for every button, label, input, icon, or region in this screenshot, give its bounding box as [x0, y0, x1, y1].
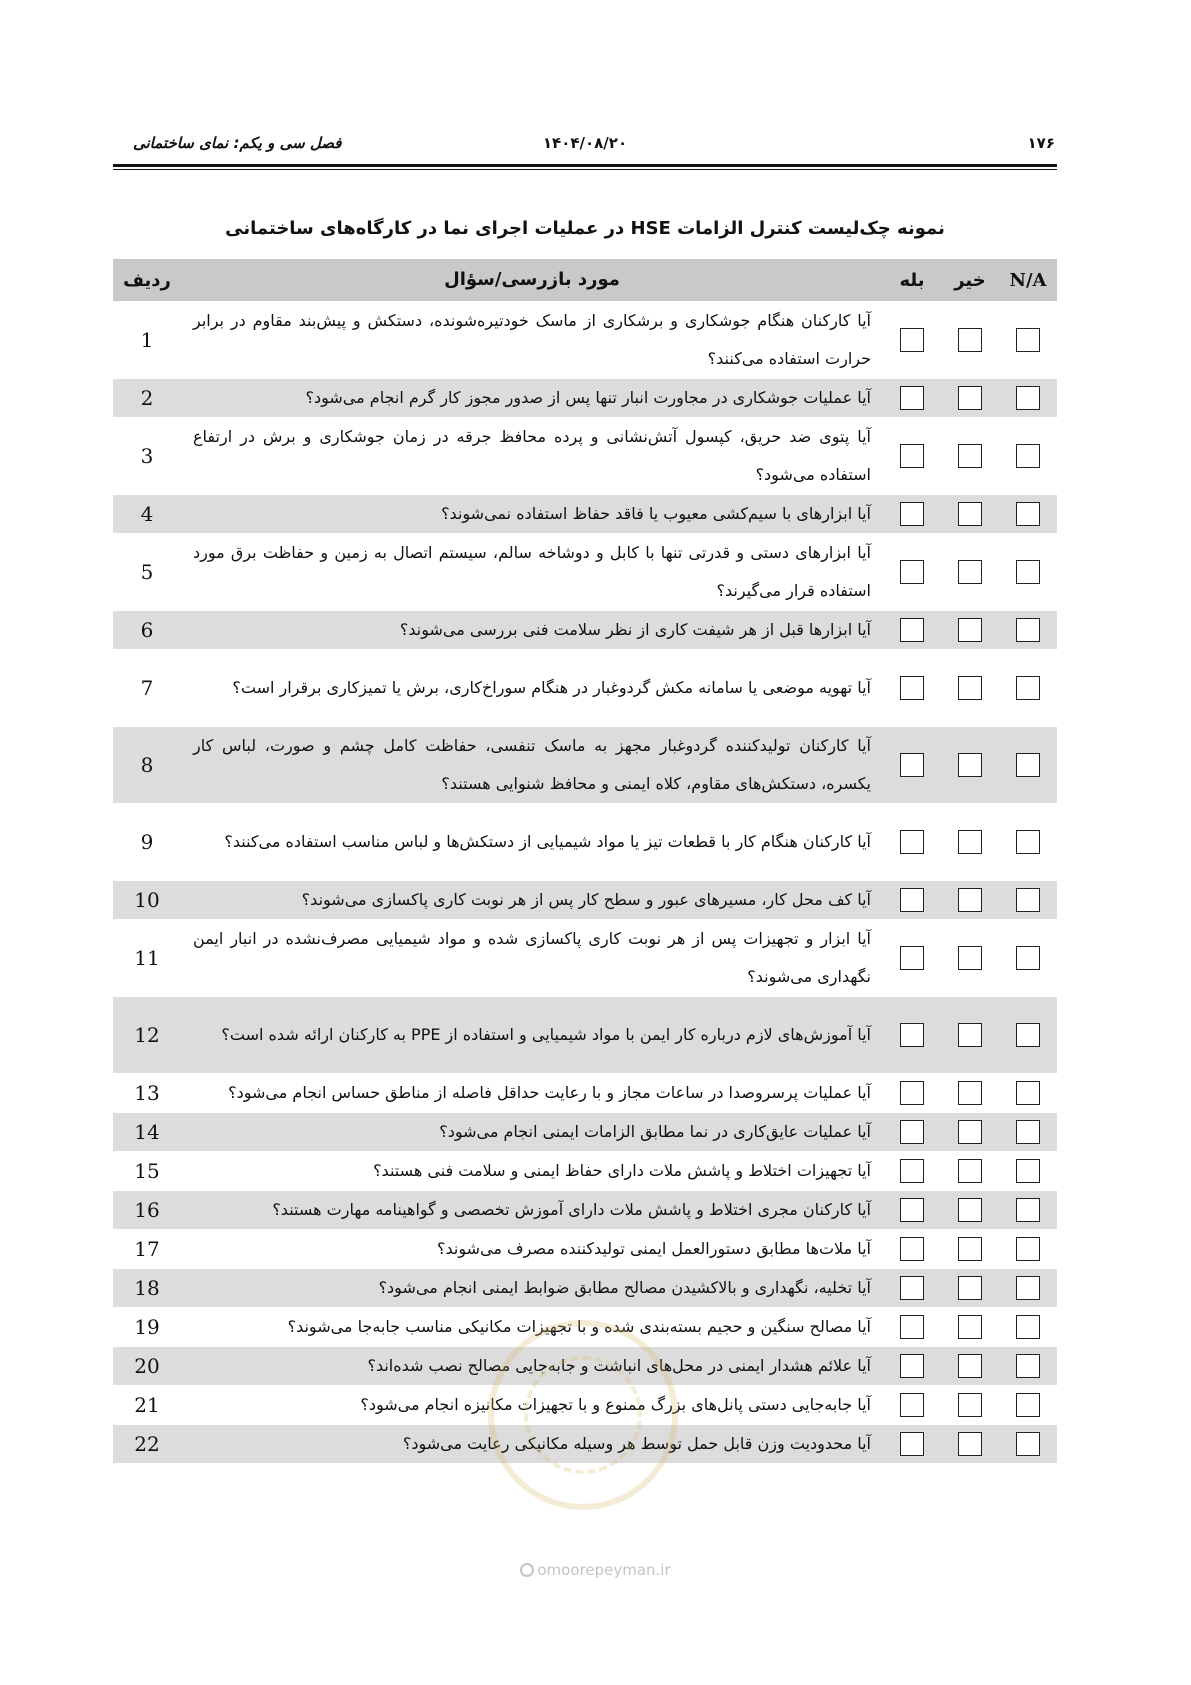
- question-text: آیا کف محل کار، مسیرهای عبور و سطح کار پس از هر نوبت کاری پاکسازی می‌شوند؟: [301, 890, 871, 909]
- checkbox-no[interactable]: [958, 1276, 982, 1300]
- checkbox-yes[interactable]: [900, 444, 924, 468]
- checkbox-na[interactable]: [1016, 1159, 1040, 1183]
- page-number: ۱۷۶: [1027, 134, 1055, 152]
- cell-no: [941, 1230, 999, 1268]
- checkbox-na[interactable]: [1016, 1023, 1040, 1047]
- cell-na: [999, 1308, 1057, 1346]
- checkbox-yes[interactable]: [900, 1159, 924, 1183]
- table-row: [113, 1307, 1057, 1346]
- checkbox-yes[interactable]: [900, 1315, 924, 1339]
- cell-yes: [883, 1347, 941, 1385]
- row-number: 13: [134, 1081, 160, 1105]
- table-row: [113, 919, 1057, 996]
- question-text: آیا محدودیت وزن قابل حمل توسط هر وسیله مکانیکی رعایت می‌شود؟: [402, 1434, 871, 1453]
- checkbox-no[interactable]: [958, 328, 982, 352]
- checkbox-no[interactable]: [958, 1023, 982, 1047]
- checkbox-no[interactable]: [958, 386, 982, 410]
- checkbox-no[interactable]: [958, 1159, 982, 1183]
- cell-yes: [883, 379, 941, 417]
- cell-yes: [883, 1308, 941, 1346]
- question-text: آیا عملیات جوشکاری در مجاورت انبار تنها پس از صدور مجوز کار گرم انجام می‌شود؟: [305, 388, 871, 407]
- table-row: [113, 1073, 1057, 1112]
- header-rule-thick: [113, 164, 1057, 167]
- cell-na: [999, 611, 1057, 649]
- cell-yes: [883, 1386, 941, 1424]
- checkbox-yes[interactable]: [900, 618, 924, 642]
- table-row: [113, 803, 1057, 880]
- cell-yes: [883, 650, 941, 726]
- question-text: آیا جابه‌جایی دستی پانل‌های بزرگ ممنوع و با تجهیزات مکانیزه انجام می‌شود؟: [360, 1395, 871, 1414]
- cell-no: [941, 1269, 999, 1307]
- table-row: [113, 1112, 1057, 1151]
- checkbox-na[interactable]: [1016, 1081, 1040, 1105]
- column-header-row: ردیف: [123, 269, 171, 291]
- question-text: آیا پتوی ضد حریق، کپسول آتش‌نشانی و پرده محافظ جرقه در زمان جوشکاری و برش در ارتفاع استفاده می‌شود؟: [193, 427, 871, 484]
- header-date: ۱۴۰۴/۰۸/۲۰: [542, 134, 628, 152]
- cell-na: [999, 1191, 1057, 1229]
- checkbox-no[interactable]: [958, 560, 982, 584]
- checkbox-na[interactable]: [1016, 560, 1040, 584]
- checkbox-no[interactable]: [958, 753, 982, 777]
- table-row: [113, 1151, 1057, 1190]
- question-text: آیا آموزش‌های لازم درباره کار ایمن با مواد شیمیایی و استفاده از PPE به کارکنان ارائه شده است؟: [221, 1025, 871, 1044]
- checkbox-no[interactable]: [958, 946, 982, 970]
- cell-na: [999, 727, 1057, 803]
- question-text: آیا ابزارهای دستی و قدرتی تنها با کابل و دوشاخه سالم، سیستم اتصال به زمین و حفاظت برق مورد استفاده قرار می‌گیرند؟: [193, 543, 871, 600]
- checkbox-na[interactable]: [1016, 830, 1040, 854]
- cell-na: [999, 920, 1057, 996]
- column-header-na: N/A: [1009, 269, 1047, 291]
- row-number: 16: [134, 1198, 160, 1222]
- table-row: [113, 610, 1057, 649]
- checkbox-na[interactable]: [1016, 888, 1040, 912]
- checklist-table: [113, 258, 1057, 1463]
- checkbox-no[interactable]: [958, 502, 982, 526]
- checklist-title: نمونه چک‌لیست کنترل الزامات HSE در عملیات اجرای نما در کارگاه‌های ساختمانی: [225, 218, 945, 239]
- checkbox-yes[interactable]: [900, 1023, 924, 1047]
- checkbox-yes[interactable]: [900, 830, 924, 854]
- table-row: [113, 378, 1057, 417]
- row-number: 1: [140, 328, 154, 352]
- checkbox-yes[interactable]: [900, 1432, 924, 1456]
- checkbox-yes[interactable]: [900, 1081, 924, 1105]
- cell-yes: [883, 302, 941, 378]
- checkbox-yes[interactable]: [900, 753, 924, 777]
- column-header-question: مورد بازرسی/سؤال: [444, 269, 620, 290]
- cell-na: [999, 302, 1057, 378]
- checkbox-yes[interactable]: [900, 1120, 924, 1144]
- table-row: [113, 1424, 1057, 1463]
- row-number: 5: [140, 560, 154, 584]
- question-text: آیا کارکنان هنگام جوشکاری و برشکاری از ماسک خودتیره‌شونده، دستکش و پیش‌بند مقاوم در برابر حرارت استفاده می‌کنند؟: [193, 311, 871, 368]
- cell-na: [999, 418, 1057, 494]
- table-row: [113, 880, 1057, 919]
- checkbox-na[interactable]: [1016, 676, 1040, 700]
- cell-yes: [883, 1152, 941, 1190]
- cell-na: [999, 1230, 1057, 1268]
- table-row: [113, 533, 1057, 610]
- question-text: آیا کارکنان هنگام کار با قطعات تیز یا مواد شیمیایی از دستکش‌ها و لباس مناسب استفاده می‌کنند؟: [224, 832, 871, 851]
- checkbox-na[interactable]: [1016, 1315, 1040, 1339]
- cell-yes: [883, 881, 941, 919]
- checkbox-no[interactable]: [958, 1354, 982, 1378]
- cell-no: [941, 1308, 999, 1346]
- at-sign-icon: [520, 1563, 534, 1577]
- checkbox-yes[interactable]: [900, 560, 924, 584]
- question-text: آیا ابزارهای با سیم‌کشی معیوب یا فاقد حفاظ استفاده نمی‌شوند؟: [441, 504, 871, 523]
- checkbox-yes[interactable]: [900, 676, 924, 700]
- cell-no: [941, 1425, 999, 1463]
- checkbox-na[interactable]: [1016, 1198, 1040, 1222]
- checkbox-yes[interactable]: [900, 386, 924, 410]
- cell-no: [941, 920, 999, 996]
- cell-no: [941, 1074, 999, 1112]
- cell-yes: [883, 1425, 941, 1463]
- cell-yes: [883, 495, 941, 533]
- cell-no: [941, 1113, 999, 1151]
- checkbox-yes[interactable]: [900, 328, 924, 352]
- cell-yes: [883, 920, 941, 996]
- table-row: [113, 726, 1057, 803]
- checkbox-no[interactable]: [958, 618, 982, 642]
- cell-na: [999, 379, 1057, 417]
- table-row: [113, 1268, 1057, 1307]
- cell-na: [999, 1113, 1057, 1151]
- cell-na: [999, 1425, 1057, 1463]
- checkbox-no[interactable]: [958, 1237, 982, 1261]
- table-row: [113, 301, 1057, 378]
- checkbox-na[interactable]: [1016, 1276, 1040, 1300]
- question-text: آیا کارکنان مجری اختلاط و پاشش ملات دارای آموزش تخصصی و گواهینامه مهارت هستند؟: [272, 1200, 871, 1219]
- cell-no: [941, 997, 999, 1073]
- cell-no: [941, 302, 999, 378]
- cell-no: [941, 1347, 999, 1385]
- table-row: [113, 417, 1057, 494]
- row-number: 2: [140, 386, 154, 410]
- cell-na: [999, 1386, 1057, 1424]
- checkbox-no[interactable]: [958, 676, 982, 700]
- table-row: [113, 494, 1057, 533]
- cell-no: [941, 611, 999, 649]
- checkbox-no[interactable]: [958, 1198, 982, 1222]
- cell-na: [999, 997, 1057, 1073]
- cell-no: [941, 1386, 999, 1424]
- question-text: آیا مصالح سنگین و حجیم بسته‌بندی شده و با تجهیزات مکانیکی مناسب جابه‌جا می‌شوند؟: [287, 1317, 871, 1336]
- row-number: 4: [140, 502, 154, 526]
- row-number: 21: [134, 1393, 160, 1417]
- checkbox-na[interactable]: [1016, 386, 1040, 410]
- question-text: آیا تجهیزات اختلاط و پاشش ملات دارای حفاظ ایمنی و سلامت فنی هستند؟: [373, 1161, 871, 1180]
- cell-na: [999, 534, 1057, 610]
- question-text: آیا ابزارها قبل از هر شیفت کاری از نظر سلامت فنی بررسی می‌شوند؟: [399, 620, 871, 639]
- checkbox-na[interactable]: [1016, 1237, 1040, 1261]
- question-text: آیا کارکنان تولیدکننده گردوغبار مجهز به ماسک تنفسی، حفاظت کامل چشم و صورت، لباس کار یکسره، دستکش‌های مقاوم، کلاه ایمنی و محافظ شنوایی هستند؟: [193, 736, 871, 793]
- cell-yes: [883, 418, 941, 494]
- cell-no: [941, 495, 999, 533]
- cell-yes: [883, 997, 941, 1073]
- cell-no: [941, 727, 999, 803]
- checkbox-yes[interactable]: [900, 1276, 924, 1300]
- row-number: 11: [134, 946, 160, 970]
- question-text: آیا ابزار و تجهیزات پس از هر نوبت کاری پاکسازی شده و مواد شیمیایی مصرف‌نشده در انبار ایمن نگهداری می‌شوند؟: [193, 929, 871, 986]
- table-row: [113, 649, 1057, 726]
- cell-na: [999, 1074, 1057, 1112]
- cell-no: [941, 804, 999, 880]
- page-header: [113, 130, 1057, 160]
- checkbox-no[interactable]: [958, 830, 982, 854]
- cell-na: [999, 495, 1057, 533]
- cell-yes: [883, 804, 941, 880]
- question-text: آیا تهویه موضعی یا سامانه مکش گردوغبار در هنگام سوراخ‌کاری، برش یا تمیزکاری برقرار است؟: [232, 678, 871, 697]
- checkbox-yes[interactable]: [900, 888, 924, 912]
- checkbox-na[interactable]: [1016, 444, 1040, 468]
- cell-na: [999, 804, 1057, 880]
- checkbox-no[interactable]: [958, 1081, 982, 1105]
- cell-no: [941, 881, 999, 919]
- table-row: [113, 1190, 1057, 1229]
- checkbox-na[interactable]: [1016, 753, 1040, 777]
- cell-na: [999, 881, 1057, 919]
- cell-yes: [883, 1074, 941, 1112]
- table-row: [113, 1346, 1057, 1385]
- row-number: 14: [134, 1120, 160, 1144]
- checkbox-yes[interactable]: [900, 1237, 924, 1261]
- table-row: [113, 1229, 1057, 1268]
- cell-yes: [883, 1191, 941, 1229]
- row-number: 6: [140, 618, 154, 642]
- row-number: 3: [140, 444, 154, 468]
- cell-no: [941, 1191, 999, 1229]
- cell-no: [941, 418, 999, 494]
- row-number: 7: [140, 676, 154, 700]
- checkbox-na[interactable]: [1016, 946, 1040, 970]
- cell-yes: [883, 1230, 941, 1268]
- checkbox-na[interactable]: [1016, 502, 1040, 526]
- cell-no: [941, 534, 999, 610]
- row-number: 20: [134, 1354, 160, 1378]
- column-header-yes: بله: [899, 269, 925, 291]
- checkbox-no[interactable]: [958, 1120, 982, 1144]
- checkbox-yes[interactable]: [900, 502, 924, 526]
- website-watermark: [0, 1561, 1191, 1579]
- cell-yes: [883, 611, 941, 649]
- checkbox-no[interactable]: [958, 1393, 982, 1417]
- question-text: آیا ملات‌ها مطابق دستورالعمل ایمنی تولیدکننده مصرف می‌شوند؟: [437, 1239, 871, 1258]
- header-rule-thin: [113, 169, 1057, 170]
- checkbox-na[interactable]: [1016, 1120, 1040, 1144]
- checkbox-no[interactable]: [958, 888, 982, 912]
- row-number: 22: [134, 1432, 160, 1456]
- cell-no: [941, 650, 999, 726]
- row-number: 19: [134, 1315, 160, 1339]
- table-row: [113, 1385, 1057, 1424]
- checkbox-na[interactable]: [1016, 328, 1040, 352]
- question-text: آیا عملیات عایق‌کاری در نما مطابق الزامات ایمنی انجام می‌شود؟: [439, 1122, 871, 1141]
- row-number: 15: [134, 1159, 160, 1183]
- row-number: 18: [134, 1276, 160, 1300]
- checkbox-yes[interactable]: [900, 1354, 924, 1378]
- table-row: [113, 996, 1057, 1073]
- website-text: omoorepeyman.ir: [537, 1561, 671, 1579]
- checkbox-na[interactable]: [1016, 1354, 1040, 1378]
- row-number: 12: [134, 1023, 160, 1047]
- cell-yes: [883, 1269, 941, 1307]
- column-header-no: خیر: [954, 269, 986, 291]
- chapter-title: فصل سی و یکم: نمای ساختمانی: [133, 134, 342, 152]
- cell-yes: [883, 727, 941, 803]
- row-number: 8: [140, 753, 154, 777]
- checkbox-no[interactable]: [958, 1315, 982, 1339]
- row-number: 10: [134, 888, 160, 912]
- cell-no: [941, 379, 999, 417]
- cell-yes: [883, 534, 941, 610]
- question-text: آیا تخلیه، نگهداری و بالاکشیدن مصالح مطابق ضوابط ایمنی انجام می‌شود؟: [378, 1278, 871, 1297]
- question-text: آیا عملیات پرسروصدا در ساعات مجاز و با رعایت حداقل فاصله از مناطق حساس انجام می‌شود؟: [228, 1083, 871, 1102]
- checkbox-no[interactable]: [958, 1432, 982, 1456]
- row-number: 17: [134, 1237, 160, 1261]
- checkbox-yes[interactable]: [900, 946, 924, 970]
- checkbox-na[interactable]: [1016, 1393, 1040, 1417]
- cell-no: [941, 1152, 999, 1190]
- row-number: 9: [140, 830, 154, 854]
- cell-yes: [883, 1113, 941, 1151]
- cell-na: [999, 1152, 1057, 1190]
- question-text: آیا علائم هشدار ایمنی در محل‌های انباشت و جابه‌جایی مصالح نصب شده‌اند؟: [367, 1356, 871, 1375]
- checkbox-na[interactable]: [1016, 1432, 1040, 1456]
- cell-na: [999, 650, 1057, 726]
- checkbox-na[interactable]: [1016, 618, 1040, 642]
- checkbox-yes[interactable]: [900, 1393, 924, 1417]
- cell-na: [999, 1269, 1057, 1307]
- cell-na: [999, 1347, 1057, 1385]
- checkbox-no[interactable]: [958, 444, 982, 468]
- checkbox-yes[interactable]: [900, 1198, 924, 1222]
- table-header-row: [113, 258, 1057, 301]
